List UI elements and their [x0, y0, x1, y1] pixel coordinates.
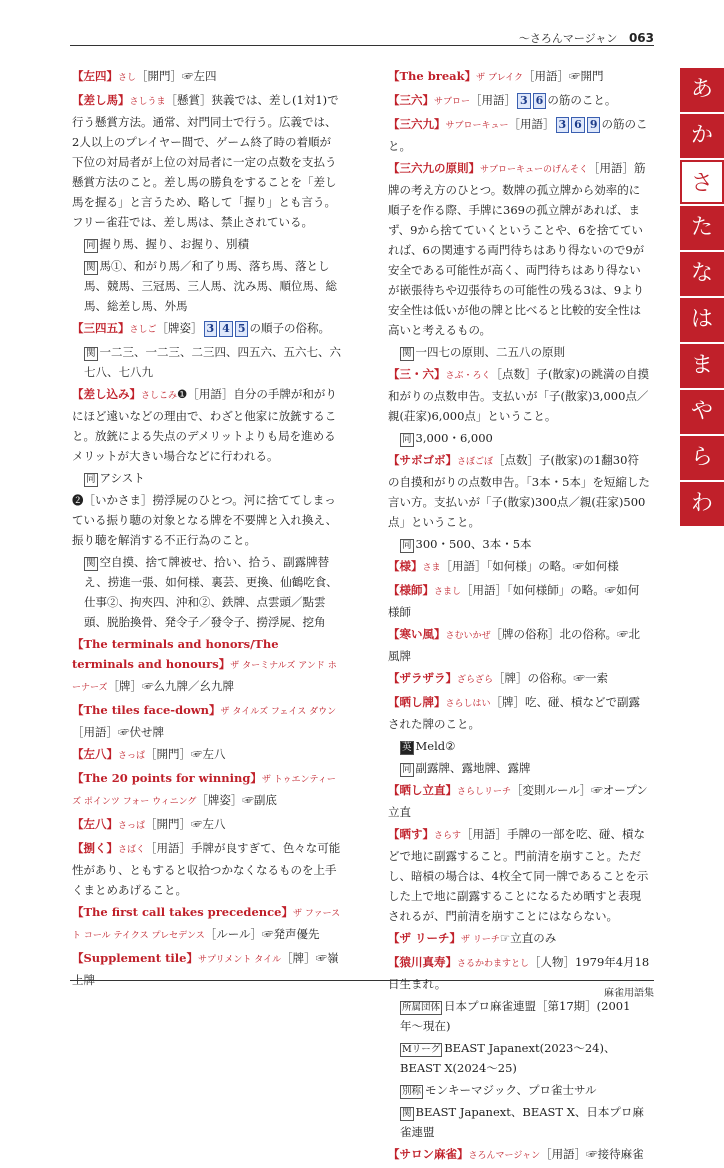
entry-text: 「如何様」の略。☞如何様 — [486, 559, 619, 573]
dictionary-entry — [72, 744, 342, 766]
entry-reading: さらしリーチ — [457, 787, 512, 797]
tile-number: 4 — [219, 321, 233, 337]
entry-text: 副露牌、露地牌、露牌 — [415, 761, 531, 775]
entry-category: ［用語］ — [72, 725, 118, 739]
entry-reading: ザ タイルズ フェイス ダウン — [220, 707, 337, 717]
entry-note — [388, 342, 650, 362]
entry-term: 【差し馬】 — [72, 93, 130, 107]
page-number: 063 — [628, 31, 654, 45]
entry-note — [388, 428, 650, 448]
entry-note — [388, 736, 650, 756]
entry-term: 【様】 — [388, 559, 423, 573]
dictionary-entry — [388, 556, 650, 578]
entry-text: ☞左八 — [191, 817, 226, 831]
entry-text: 日本プロ麻雀連盟［第17期］(2001年〜現在) — [400, 999, 631, 1033]
page-footer: 麻雀用語集 — [70, 980, 654, 999]
entry-category: ［用語］ — [522, 69, 569, 83]
entry-text: 「如何様師」の略。☞如何様師 — [388, 583, 640, 619]
dictionary-entry — [72, 768, 342, 812]
entry-term: 【The terminals and honors/The terminals and honours】 — [72, 637, 279, 671]
entry-note — [72, 552, 342, 632]
entry-note — [72, 256, 342, 316]
dictionary-entry — [72, 700, 342, 742]
entry-note — [72, 234, 342, 254]
entry-term: 【晒す】 — [388, 827, 434, 841]
entry-term: 【捌く】 — [72, 841, 118, 855]
entry-text: ☞開門 — [568, 69, 604, 83]
entry-term: 【ザラザラ】 — [388, 671, 457, 685]
entry-reading: サプリメント タイル — [197, 955, 282, 965]
entry-category: ［用語］ — [145, 841, 192, 855]
entry-text: 1979年4月18日生まれ。 — [388, 955, 650, 991]
entry-text: 狭義では、差し(1対1)で行う懸賞方法。通常、対門同士で行う。広義では、2人以上のプレイヤー間で、ゲーム終了時の着順が下位の対局者が上位の対局者に一定の点数を支払う懸賞方法のこと。差し馬の勝負をすることを「差し馬を握る」と言うため、略して「握り」とも言う。フリー雀荘では、差し馬は、禁止されている。 — [72, 93, 339, 229]
entry-reading: ザ トゥエンティーズ ポインツ フォー ウィニング — [72, 775, 336, 807]
entry-reading: さらす — [434, 831, 462, 841]
right-column — [388, 66, 650, 1168]
entry-term: 【The first call takes precedence】 — [72, 905, 293, 919]
index-tabs — [680, 68, 724, 528]
entry-category: ❶［用語］ — [177, 387, 234, 401]
entry-reading: さるかわますとし — [457, 959, 530, 969]
index-tab: な — [680, 252, 724, 296]
entry-category: ❷［いかさま］ — [72, 493, 153, 507]
tile-number: 3 — [556, 117, 570, 133]
dictionary-entry — [388, 364, 650, 426]
index-tab: ま — [680, 344, 724, 388]
dictionary-entry — [388, 692, 650, 734]
entry-text: ☞左八 — [191, 747, 226, 761]
dictionary-entry — [388, 66, 650, 88]
entry-reading: さぶ・ろく — [445, 371, 491, 381]
entry-category: ［点数］ — [490, 367, 537, 381]
entry-category: ［用語］ — [440, 559, 487, 573]
entry-term: 【三四五】 — [72, 321, 130, 335]
tile-number: 6 — [571, 117, 585, 133]
entry-text: 筋牌の考え方のひとつ。数牌の孤立牌から効率的に順子を作る際、手牌に369の孤立牌があれば、まず、9から捨てていくということや、6を捨てていれば、6の関連する両門待ちはあり得ないので9が安全である可能性が高く、両門待ちはあり得ないが嵌張待ちや辺張待ちの可能性の残る3は、9より安全性は低いが他の牌と比べると比較的安全性は高いと考えるもの。 — [388, 161, 646, 337]
entry-note — [72, 468, 342, 488]
entry-text: 馬①、和がり馬／和了り馬、落ち馬、落とし馬、競馬、三冠馬、三人馬、沈み馬、順位馬、総馬、総差し馬、外馬 — [84, 259, 337, 313]
entry-term: 【左八】 — [72, 817, 118, 831]
entry-text: 吃、碰、槓などで副露された牌のこと。 — [388, 695, 641, 731]
entry-term: 【The tiles face-down】 — [72, 703, 221, 717]
entry-reading: さしこみ — [141, 391, 178, 401]
entry-reading: サブローキュー — [445, 121, 509, 131]
note-tag: 同 — [402, 540, 412, 551]
entry-text: の筋のこと。 — [547, 93, 617, 107]
entry-category: ［用語］ — [508, 117, 555, 131]
note-tag: 関 — [86, 558, 96, 569]
entry-reading: さま — [422, 563, 441, 573]
entry-term: 【差し込み】 — [72, 387, 141, 401]
entry-text: 一四七の原則、二五八の原則 — [415, 345, 566, 359]
entry-reading: ザ ターミナルズ アンド ホーナーズ — [72, 661, 337, 693]
entry-reading: さろんマージャン — [468, 1151, 541, 1161]
note-tag: 英 — [402, 742, 412, 753]
entry-text: アシスト — [99, 471, 145, 485]
entry-reading: さばく — [118, 845, 146, 855]
entry-term: 【The 20 points for winning】 — [72, 771, 262, 785]
entry-term: 【サロン麻雀】 — [388, 1147, 469, 1161]
entry-text: ☞接待麻雀 — [586, 1147, 644, 1161]
entry-reading: さまし — [434, 587, 462, 597]
entry-note — [388, 996, 650, 1036]
entry-category: ［用語］ — [461, 827, 508, 841]
entry-reading: ザ リーチ — [461, 935, 500, 945]
entry-category: ［点数］ — [493, 453, 540, 467]
dictionary-entry — [388, 824, 650, 926]
entry-term: 【様師】 — [388, 583, 434, 597]
entry-reading: さむいかぜ — [445, 631, 491, 641]
dictionary-entry — [72, 90, 342, 232]
entry-term: 【三六九の原則】 — [388, 161, 480, 175]
entry-category: ［牌姿］ — [156, 321, 203, 335]
entry-text: 子(散家)の跳満の自摸和がりの点数申告。支払いが「子(散家)3,000点／親(荘家)6,000点」ということ。 — [388, 367, 649, 423]
note-tag: 同 — [402, 764, 412, 775]
entry-text: 自分の手牌が和がりにほど遠いなどの理由で、わざと他家に放銃すること。放銃による失点のデメリットよりも局を進めるメリットが大きい場合などに行われる。 — [72, 387, 337, 463]
page-header — [70, 30, 654, 46]
entry-note — [388, 1038, 650, 1078]
entry-text: 手牌が良すぎて、色々な可能性があり、ともすると収拾つかなくなるものを上手くまとめあげること。 — [72, 841, 341, 897]
index-tab: わ — [680, 482, 724, 526]
dictionary-entry — [72, 384, 342, 466]
index-tab: や — [680, 390, 724, 434]
dictionary-entry — [72, 838, 342, 900]
index-tab: は — [680, 298, 724, 342]
entry-reading: さぼごぼ — [457, 457, 494, 467]
dictionary-entry — [388, 928, 650, 950]
tile-number: 9 — [587, 117, 601, 133]
note-tag: 同 — [86, 240, 96, 251]
entry-category: ［牌］ — [281, 951, 316, 965]
index-tab: ら — [680, 436, 724, 480]
note-tag: 関 — [86, 348, 96, 359]
dictionary-entry — [388, 1144, 650, 1166]
entry-text: の筋のこと。 — [388, 117, 648, 153]
entry-text: 撈浮屍のひとつ。河に捨ててしまっている振り聴の対象となる牌を不要牌と入れ換え、振り聴を解消する不正行為のこと。 — [72, 493, 338, 547]
entry-text: ☞立直のみ — [499, 931, 557, 945]
entry-category: ［用語］ — [540, 1147, 587, 1161]
entry-text: BEAST Japanext、BEAST X、日本プロ麻雀連盟 — [400, 1105, 644, 1139]
note-tag: 所属団体 — [402, 1002, 441, 1013]
entry-text: 子(散家)の1翻30符の自摸和がりの点数申告。「3本・5本」を短縮した言い方。支払いが「子(散家)300点／親(荘家)500点」ということ。 — [388, 453, 650, 529]
entry-term: 【晒し立直】 — [388, 783, 457, 797]
entry-text: BEAST Japanext(2023〜24)、BEAST X(2024〜25) — [400, 1041, 616, 1075]
entry-text: ☞嶺上牌 — [72, 951, 339, 987]
entry-text: の順子の俗称。 — [249, 321, 330, 335]
entry-term: 【三・六】 — [388, 367, 446, 381]
dictionary-entry — [388, 114, 650, 156]
note-tag: 別称 — [402, 1086, 422, 1097]
entry-text: 一二三、一二三、二三四、四五六、五六七、六七八、七八九 — [84, 345, 342, 379]
tile-number: 3 — [204, 321, 218, 337]
note-tag: 関 — [402, 348, 412, 359]
entry-reading: ざらざら — [457, 675, 494, 685]
dictionary-entry — [72, 814, 342, 836]
entry-category: ［変則ルール］ — [511, 783, 592, 797]
entry-reading: サブロー — [434, 97, 471, 107]
entry-term: 【サボゴボ】 — [388, 453, 457, 467]
entry-term: 【晒し牌】 — [388, 695, 446, 709]
note-tag: 同 — [86, 474, 96, 485]
dictionary-entry — [388, 158, 650, 340]
dictionary-entry — [72, 634, 342, 698]
entry-reading: さらしはい — [445, 699, 491, 709]
entry-reading: サブローキューのげんそく — [480, 165, 589, 175]
entry-term: 【The break】 — [388, 69, 477, 83]
entry-term: 【寒い風】 — [388, 627, 446, 641]
note-tag: Mリーグ — [402, 1044, 441, 1055]
entry-note — [72, 342, 342, 382]
entry-category: ［用語］ — [461, 583, 508, 597]
entry-note — [388, 1102, 650, 1142]
entry-note — [388, 758, 650, 778]
entry-text: ☞副底 — [242, 793, 277, 807]
entry-text: ☞左四 — [182, 69, 217, 83]
entry-reading: さしご — [129, 325, 157, 335]
index-tab: さ — [680, 160, 724, 204]
entry-category: ［用語］ — [588, 161, 635, 175]
note-tag: 関 — [402, 1108, 412, 1119]
dictionary-entry — [388, 90, 650, 112]
entry-text: ☞么九牌／幺九牌 — [142, 679, 235, 693]
dictionary-entry — [72, 66, 342, 88]
dictionary-entry — [388, 780, 650, 822]
entry-text: 空自摸、捨て牌被せ、拾い、拾う、副露牌替え、捞進一張、如何様、裏芸、更換、仙鶴吃食、仕事②、拘夾四、沖和②、鉄牌、点雲頭／點雲頭、脱胎換骨、発令子／發令子、撈浮屍、挖角 — [84, 555, 338, 629]
entry-category: ［牌］ — [493, 671, 528, 685]
entry-reading: ザ ブレイク — [476, 73, 523, 83]
entry-term: 【ザ リーチ】 — [388, 931, 462, 945]
entry-category: ［懸賞］ — [165, 93, 212, 107]
entry-reading: さし — [118, 73, 137, 83]
entry-reading: さっぱ — [118, 821, 146, 831]
entry-text: 3,000・6,000 — [415, 431, 493, 445]
dictionary-entry — [72, 318, 342, 340]
entry-term: 【左四】 — [72, 69, 118, 83]
note-tag: 関 — [86, 262, 96, 273]
entry-category: ［開門］ — [145, 817, 192, 831]
entry-text: 握り馬、握り、お握り、別積 — [99, 237, 250, 251]
entry-category: ［牌の俗称］ — [490, 627, 560, 641]
entry-term: 【左八】 — [72, 747, 118, 761]
dictionary-entry — [388, 450, 650, 532]
entry-text: ☞オープン立直 — [388, 783, 648, 819]
tile-number: 3 — [517, 93, 531, 109]
entry-term: 【三六】 — [388, 93, 434, 107]
note-tag: 同 — [402, 434, 412, 445]
entry-term: 【三六九】 — [388, 117, 446, 131]
entry-term: 【Supplement tile】 — [72, 951, 198, 965]
entry-reading: さしうま — [129, 97, 166, 107]
entry-text: の俗称。☞一索 — [527, 671, 609, 685]
tile-number: 5 — [235, 321, 249, 337]
entry-category: ［牌］ — [490, 695, 526, 709]
entry-note — [72, 490, 342, 550]
dictionary-entry — [388, 668, 650, 690]
entry-category: ［用語］ — [470, 93, 517, 107]
entry-note — [388, 1080, 650, 1100]
entry-text: 300・500、3本・5本 — [415, 537, 532, 551]
header-title: 〜さろんマージャン — [518, 32, 618, 45]
entry-note — [388, 534, 650, 554]
entry-category: ［開門］ — [145, 747, 192, 761]
entry-category: ［牌姿］ — [196, 793, 243, 807]
index-tab: た — [680, 206, 724, 250]
entry-text: モンキーマジック、プロ雀士サル — [425, 1083, 597, 1097]
entry-text: Meld② — [415, 739, 456, 753]
entry-category: ［開門］ — [136, 69, 183, 83]
index-tab: か — [680, 114, 724, 158]
entry-text: ☞発声優先 — [261, 927, 320, 941]
entry-text: 北の俗称。☞北風牌 — [388, 627, 641, 663]
entry-category: ［牌］ — [107, 679, 143, 693]
entry-text: 手牌の一部を吃、碰、槓などで地に副露すること。門前清を崩すこと。ただし、暗槓の場合は、4枚全て同一牌であることを示した上で地に副露することになるため晒すと表現されるが、門前清を崩すことにはならない。 — [388, 827, 649, 923]
dictionary-entry — [388, 624, 650, 666]
tile-number: 6 — [533, 93, 547, 109]
entry-category: ［ルール］ — [204, 927, 262, 941]
index-tab: あ — [680, 68, 724, 112]
entry-reading: さっぱ — [118, 751, 146, 761]
entry-category: ［人物］ — [529, 955, 576, 969]
entry-text: ☞伏せ牌 — [118, 725, 164, 739]
left-column — [72, 66, 342, 992]
dictionary-entry — [72, 902, 342, 946]
entry-term: 【猿川真寿】 — [388, 955, 457, 969]
entry-reading: ザ ファースト コール テイクス プレセデンス — [72, 909, 341, 941]
dictionary-entry — [388, 580, 650, 622]
